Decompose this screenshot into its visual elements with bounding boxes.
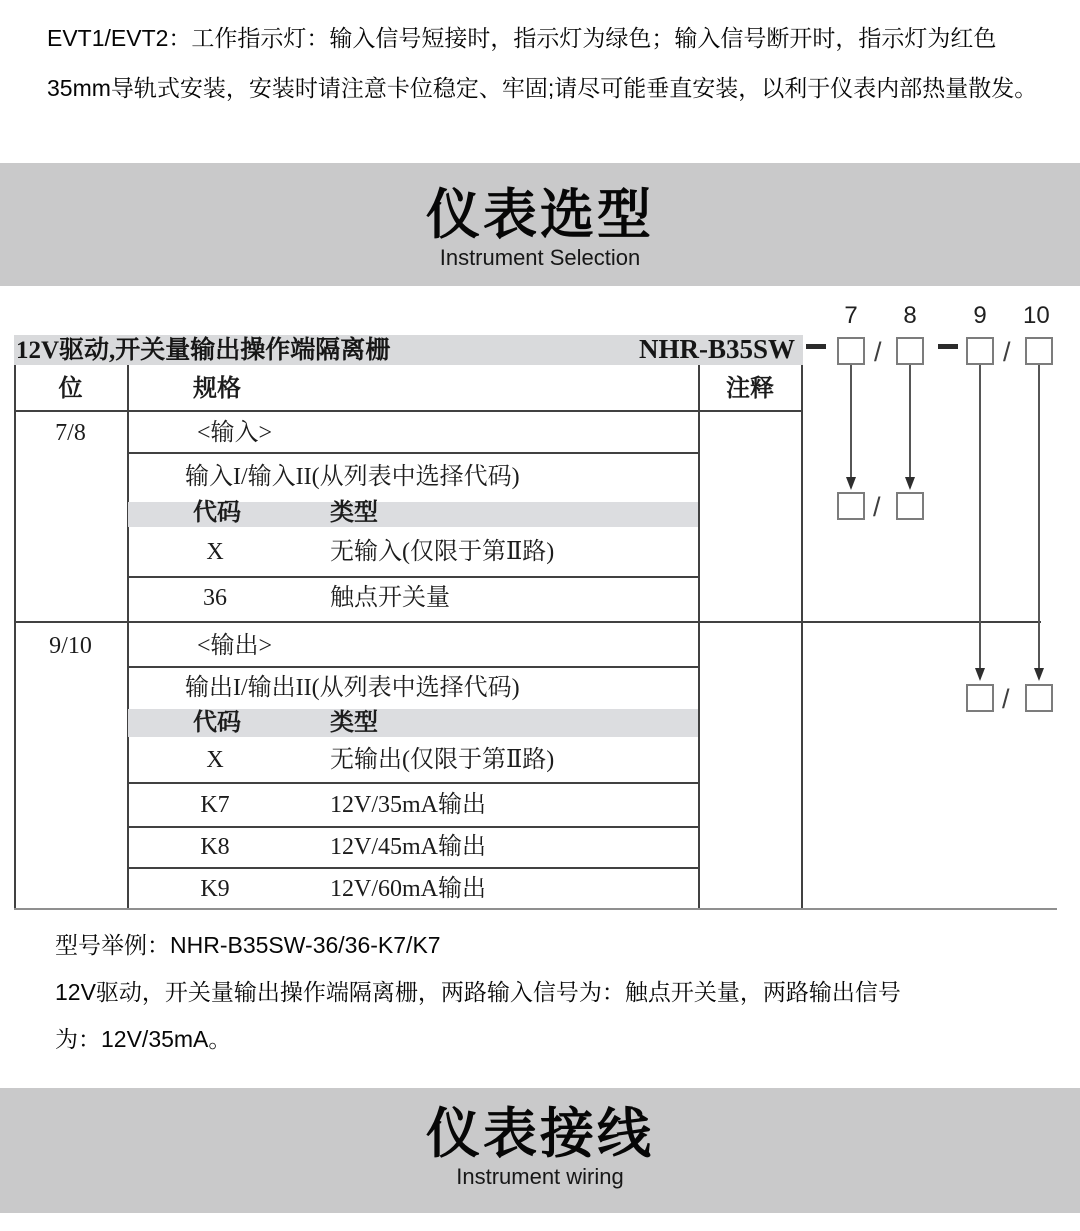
output-code-box-1 [966,684,994,712]
code-box-10 [1025,337,1053,365]
selection-banner [0,163,1080,286]
arrow-down-icon [905,477,915,490]
input-code-box-1 [837,492,865,520]
code-header-type-2: 类型 [330,710,378,736]
position-number-9: 9 [973,302,987,329]
code-value: K9 [200,876,230,902]
header-bit: 位 [58,376,83,402]
code-value: X [206,747,224,773]
row-line-x1 [128,576,698,578]
row-line-output-group [128,666,698,668]
header-bottom-line [14,410,803,412]
bit-label-910: 9/10 [49,633,92,659]
type-value: 12V/60mA输出 [330,876,486,902]
slash-separator: / [1002,684,1010,714]
slash-separator: / [874,337,882,367]
code-header-type-1: 类型 [330,500,378,526]
model-number: NHR-B35SW [638,334,795,364]
wiring-banner [0,1088,1080,1213]
wiring-banner-title: 仪表接线 [426,1104,654,1164]
table-title: 12V驱动,开关量输出操作端隔离栅 [16,337,391,364]
intro-line-1: EVT1/EVT2：工作指示灯：输入信号短接时，指示灯为绿色；输入信号断开时，指示灯为红色 [47,25,997,51]
dash-separator [938,344,958,349]
type-value: 12V/45mA输出 [330,834,486,860]
arrow-down-icon [975,668,985,681]
code-header-code-1: 代码 [193,500,241,526]
row-line-k7 [128,826,698,828]
header-note: 注释 [726,376,774,402]
intro-line-2: 35mm导轨式安装，安装时请注意卡位稳定、牢固;请尽可能垂直安装，以利于仪表内部热量散发。 [47,75,1038,101]
example-line-3: 为：12V/35mA。 [55,1026,232,1052]
row-line-input-group [128,452,698,454]
type-value: 触点开关量 [330,585,450,611]
input-code-box-2 [896,492,924,520]
section-divider-line [14,621,1041,623]
desc-input: 输入I/输入II(从列表中选择代码) [185,464,520,490]
code-value: 36 [203,585,227,611]
code-box-8 [896,337,924,365]
desc-output: 输出I/输出II(从列表中选择代码) [185,675,520,701]
header-spec: 规格 [193,376,241,402]
output-code-box-2 [1025,684,1053,712]
selection-banner-title: 仪表选型 [426,185,654,245]
slash-separator: / [1003,337,1011,367]
position-number-10: 10 [1023,302,1050,329]
dash-separator [806,344,826,349]
table-title-bar [14,335,803,365]
code-value: K7 [200,792,230,818]
code-value: X [206,539,224,565]
selection-banner-subtitle: Instrument Selection [439,245,641,270]
connector-line-8 [909,365,911,478]
arrow-down-icon [846,477,856,490]
type-value: 无输入(仅限于第Ⅱ路) [330,539,555,565]
row-line-k8 [128,867,698,869]
type-value: 无输出(仅限于第Ⅱ路) [330,747,555,773]
row-line-x2 [128,782,698,784]
code-header-code-2: 代码 [193,710,241,736]
arrow-down-icon [1034,668,1044,681]
bit-label-78: 7/8 [55,420,86,446]
example-line-2: 12V驱动，开关量输出操作端隔离栅，两路输入信号为：触点开关量，两路输出信号 [55,979,901,1005]
table-border-right [801,365,803,910]
table-bottom-line [14,908,1057,910]
position-number-8: 8 [903,302,917,329]
connector-line-7 [850,365,852,478]
wiring-banner-subtitle: Instrument wiring [456,1164,624,1189]
group-label-output: <输出> [197,633,273,659]
code-box-7 [837,337,865,365]
example-line-1: 型号举例：NHR-B35SW-36/36-K7/K7 [55,932,441,958]
position-number-7: 7 [844,302,858,329]
table-divider-note [698,365,700,910]
table-divider-bit [127,365,129,910]
code-box-9 [966,337,994,365]
connector-line-9 [979,365,981,668]
connector-line-10 [1038,365,1040,668]
slash-separator: / [873,492,881,522]
type-value: 12V/35mA输出 [330,792,486,818]
code-value: K8 [200,834,230,860]
group-label-input: <输入> [197,420,273,446]
